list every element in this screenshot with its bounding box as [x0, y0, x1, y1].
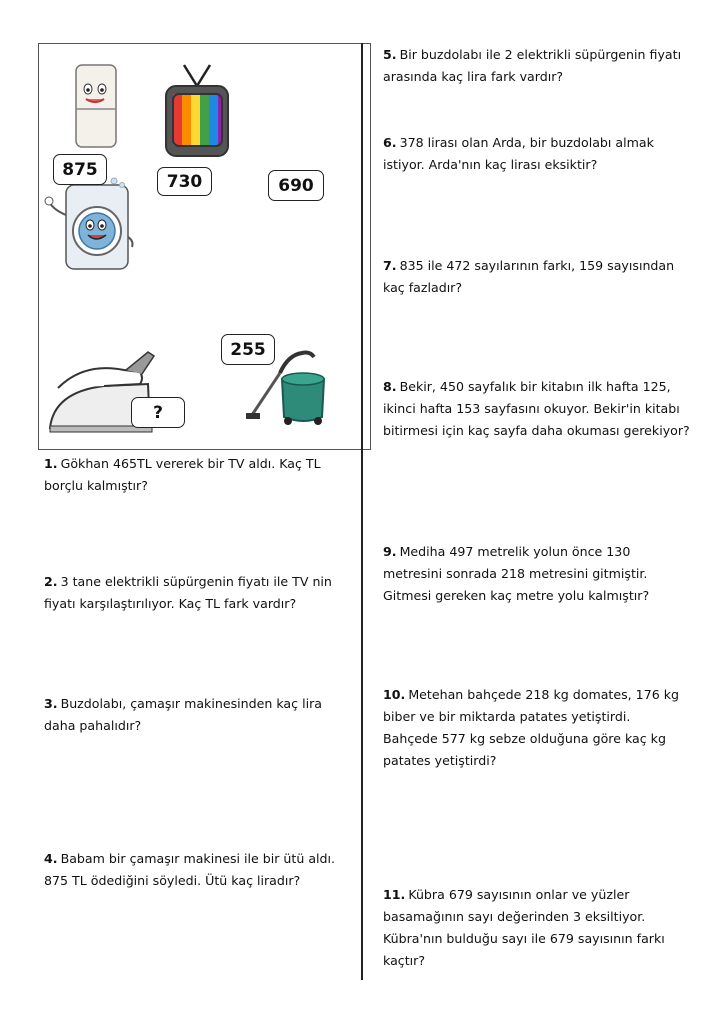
question-text: Metehan bahçede 218 kg domates, 176 kg biber ve bir miktarda patates yetiştirdi. Bahçede 577 kg sebze olduğuna göre kaç kg patates yetiştirdi?	[383, 687, 680, 768]
price-tag-iron: ?	[131, 397, 185, 428]
column-divider	[361, 43, 363, 980]
question-11	[383, 884, 688, 972]
question-text: Bir buzdolabı ile 2 elektrikli süpürgenin fiyatı arasında kaç lira fark vardır?	[383, 47, 682, 84]
question-text: 3 tane elektrikli süpürgenin fiyatı ile TV nin fiyatı karşılaştırılıyor. Kaç TL fark vardır?	[44, 574, 332, 611]
question-5	[383, 44, 683, 88]
question-number: 11.	[383, 887, 406, 902]
question-8	[383, 376, 701, 442]
question-number: 1.	[44, 456, 58, 471]
question-number: 9.	[383, 544, 397, 559]
question-text: Kübra 679 sayısının onlar ve yüzler basamağının sayı değerinden 3 eksiltiyor. Kübra'nın bulduğu sayı ile 679 sayısının farkı kaçtır?	[383, 887, 665, 968]
price-tag-tv: 730	[157, 167, 212, 196]
question-2	[44, 571, 344, 615]
question-text: Mediha 497 metrelik yolun önce 130 metresini sonrada 218 metresini gitmiştir. Gitmesi gereken kaç metre yolu kalmıştır?	[383, 544, 650, 603]
question-number: 5.	[383, 47, 397, 62]
question-number: 8.	[383, 379, 397, 394]
price-tag-fridge: 875	[53, 154, 107, 185]
question-number: 6.	[383, 135, 397, 150]
price-tag-vacuum: 255	[221, 334, 275, 365]
question-7	[383, 255, 693, 299]
question-9	[383, 541, 683, 607]
question-1	[44, 453, 344, 497]
question-10	[383, 684, 688, 772]
washing-machine-icon	[44, 175, 136, 273]
question-number: 7.	[383, 258, 397, 273]
question-number: 4.	[44, 851, 58, 866]
question-number: 10.	[383, 687, 406, 702]
question-text: Buzdolabı, çamaşır makinesinden kaç lira daha pahalıdır?	[44, 696, 322, 733]
question-text: Bekir, 450 sayfalık bir kitabın ilk hafta 125, ikinci hafta 153 sayfasını okuyor. Bekir'in kitabı bitirmesi için kaç sayfa daha okuması gerekiyor?	[383, 379, 690, 438]
question-text: Gökhan 465TL vererek bir TV aldı. Kaç TL borçlu kalmıştır?	[44, 456, 321, 493]
question-4	[44, 848, 344, 892]
tv-icon	[164, 62, 230, 160]
price-tag-690: 690	[268, 170, 324, 201]
question-text: Babam bir çamaşır makinesi ile bir ütü aldı. 875 TL ödediğini söyledi. Ütü kaç liradır?	[44, 851, 336, 888]
question-text: 378 lirası olan Arda, bir buzdolabı almak istiyor. Arda'nın kaç lirası eksiktir?	[383, 135, 654, 172]
question-number: 2.	[44, 574, 58, 589]
question-text: 835 ile 472 sayılarının farkı, 159 sayısından kaç fazladır?	[383, 258, 675, 295]
question-number: 3.	[44, 696, 58, 711]
question-3	[44, 693, 334, 737]
fridge-icon	[70, 63, 122, 151]
question-6	[383, 132, 683, 176]
